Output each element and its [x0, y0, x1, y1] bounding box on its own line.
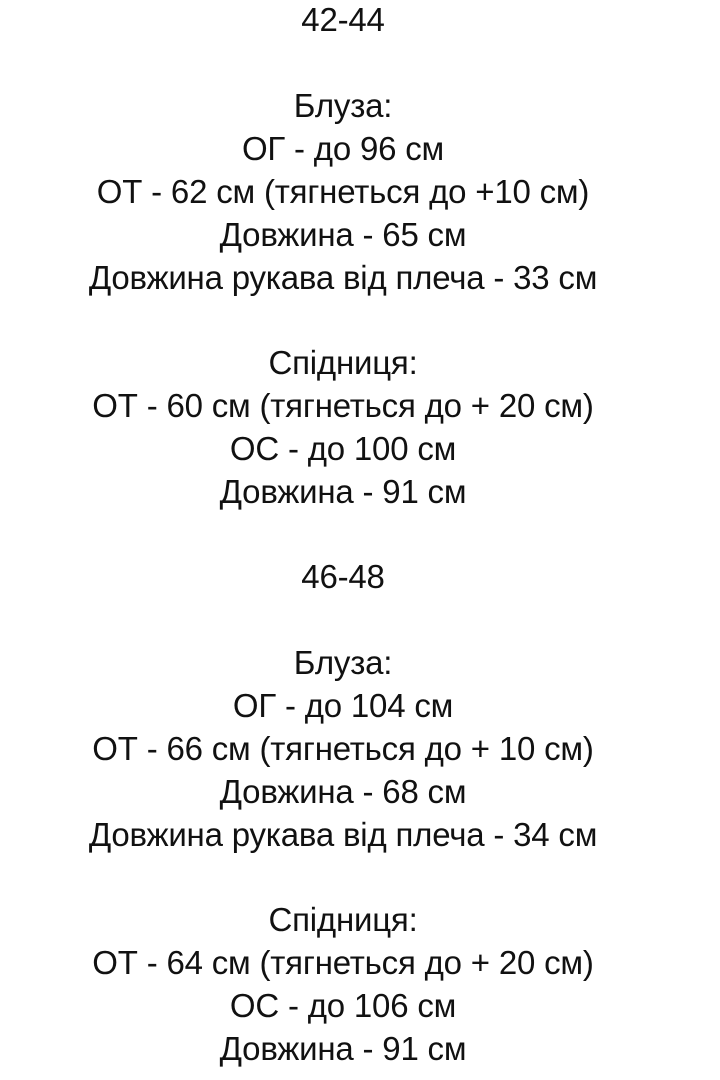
skirt-measurement: Довжина - 91 см	[219, 1030, 467, 1067]
skirt-heading: Спідниця:	[268, 344, 418, 381]
blouse-measurement: ОГ - до 104 см	[232, 687, 454, 724]
size-heading: 46-48	[301, 558, 385, 595]
blouse-measurement: Довжина рукава від плеча - 34 см	[88, 816, 598, 853]
blouse-measurement: Довжина рукава від плеча - 33 см	[88, 259, 598, 296]
skirt-measurement: ОС - до 106 см	[229, 987, 457, 1024]
blouse-measurement: ОТ - 66 см (тягнеться до + 10 см)	[92, 730, 594, 767]
blouse-heading: Блуза:	[293, 87, 393, 124]
skirt-measurement: ОТ - 60 см (тягнеться до + 20 см)	[92, 387, 594, 424]
blouse-heading: Блуза:	[293, 644, 393, 681]
size-heading: 42-44	[301, 1, 385, 38]
blouse-measurement: Довжина - 68 см	[219, 773, 467, 810]
skirt-measurement: ОТ - 64 см (тягнеться до + 20 см)	[92, 944, 594, 981]
skirt-measurement: ОС - до 100 см	[229, 430, 457, 467]
blouse-measurement: ОТ - 62 см (тягнеться до +10 см)	[96, 173, 590, 210]
blouse-measurement: Довжина - 65 см	[219, 216, 467, 253]
skirt-measurement: Довжина - 91 см	[219, 473, 467, 510]
skirt-heading: Спідниця:	[268, 901, 418, 938]
blouse-measurement: ОГ - до 96 см	[241, 130, 445, 167]
